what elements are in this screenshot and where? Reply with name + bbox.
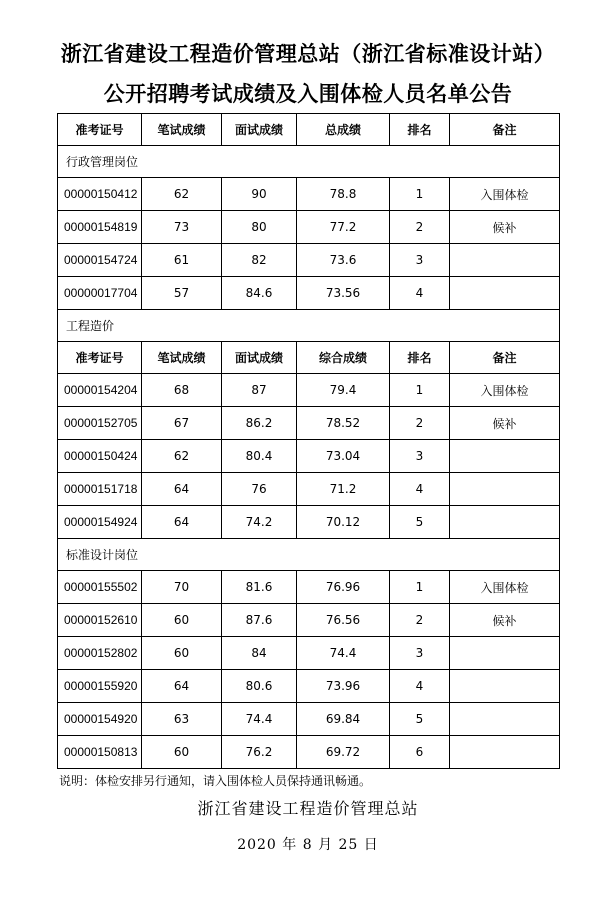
table-row <box>58 670 560 703</box>
candidate-id-cell: 00000151718 <box>58 473 142 506</box>
rank-cell: 1 <box>390 178 450 211</box>
remark-cell <box>450 637 560 670</box>
total-score-cell: 76.56 <box>297 604 390 637</box>
total-score-cell: 74.4 <box>297 637 390 670</box>
written-score-cell: 64 <box>142 473 222 506</box>
column-header-total-score: 总成绩 <box>297 114 390 146</box>
candidate-id-cell: 00000152610 <box>58 604 142 637</box>
interview-score-cell: 80 <box>222 211 297 244</box>
interview-score-cell: 74.2 <box>222 506 297 539</box>
rank-cell: 3 <box>390 244 450 277</box>
total-score-cell: 73.04 <box>297 440 390 473</box>
interview-score-cell: 81.6 <box>222 571 297 604</box>
remark-cell <box>450 736 560 769</box>
column-header-rank: 排名 <box>390 342 450 374</box>
total-score-cell: 69.72 <box>297 736 390 769</box>
column-header-interview-score: 面试成绩 <box>222 342 297 374</box>
section-row <box>58 539 560 571</box>
interview-score-cell: 80.4 <box>222 440 297 473</box>
candidate-id-cell: 00000154924 <box>58 506 142 539</box>
remark-cell <box>450 277 560 310</box>
rank-cell: 2 <box>390 211 450 244</box>
candidate-id-cell: 00000155920 <box>58 670 142 703</box>
page-subtitle: 公开招聘考试成绩及入围体检人员名单公告 <box>103 82 513 106</box>
remark-cell <box>450 473 560 506</box>
rank-cell: 2 <box>390 407 450 440</box>
column-header-candidate-id: 准考证号 <box>58 342 142 374</box>
rank-cell: 1 <box>390 374 450 407</box>
written-score-cell: 60 <box>142 637 222 670</box>
written-score-cell: 60 <box>142 736 222 769</box>
candidate-id-cell: 00000154920 <box>58 703 142 736</box>
total-score-cell: 73.6 <box>297 244 390 277</box>
total-score-cell: 76.96 <box>297 571 390 604</box>
interview-score-cell: 87.6 <box>222 604 297 637</box>
table-header-row <box>58 114 560 146</box>
table-row <box>58 440 560 473</box>
column-header-remark: 备注 <box>450 342 560 374</box>
total-score-cell: 69.84 <box>297 703 390 736</box>
written-score-cell: 73 <box>142 211 222 244</box>
remark-cell <box>450 670 560 703</box>
candidate-id-cell: 00000154204 <box>58 374 142 407</box>
table-row <box>58 506 560 539</box>
total-score-cell: 78.52 <box>297 407 390 440</box>
remark-cell <box>450 440 560 473</box>
section-row <box>58 310 560 342</box>
remark-cell <box>450 703 560 736</box>
written-score-cell: 68 <box>142 374 222 407</box>
candidate-id-cell: 00000152705 <box>58 407 142 440</box>
total-score-cell: 70.12 <box>297 506 390 539</box>
total-score-cell: 77.2 <box>297 211 390 244</box>
column-header-written-score: 笔试成绩 <box>142 114 222 146</box>
table-row <box>58 178 560 211</box>
candidate-id-cell: 00000150412 <box>58 178 142 211</box>
section-title: 工程造价 <box>58 310 560 342</box>
rank-cell: 4 <box>390 277 450 310</box>
interview-score-cell: 90 <box>222 178 297 211</box>
interview-score-cell: 86.2 <box>222 407 297 440</box>
rank-cell: 6 <box>390 736 450 769</box>
section-row <box>58 146 560 178</box>
organization-signature: 浙江省建设工程造价管理总站 <box>197 799 419 818</box>
remark-cell: 候补 <box>450 604 560 637</box>
table-row <box>58 703 560 736</box>
candidate-id-cell: 00000150813 <box>58 736 142 769</box>
remark-cell: 入围体检 <box>450 178 560 211</box>
section-title: 标准设计岗位 <box>58 539 560 571</box>
candidate-id-cell: 00000154819 <box>58 211 142 244</box>
remark-cell <box>450 244 560 277</box>
table-row <box>58 473 560 506</box>
table-row <box>58 244 560 277</box>
table-row <box>58 211 560 244</box>
rank-cell: 1 <box>390 571 450 604</box>
rank-cell: 3 <box>390 440 450 473</box>
candidate-id-cell: 00000017704 <box>58 277 142 310</box>
remark-cell: 入围体检 <box>450 571 560 604</box>
total-score-cell: 78.8 <box>297 178 390 211</box>
table-row <box>58 604 560 637</box>
interview-score-cell: 76.2 <box>222 736 297 769</box>
remark-cell: 候补 <box>450 211 560 244</box>
table-row <box>58 407 560 440</box>
written-score-cell: 62 <box>142 440 222 473</box>
written-score-cell: 60 <box>142 604 222 637</box>
interview-score-cell: 84.6 <box>222 277 297 310</box>
rank-cell: 2 <box>390 604 450 637</box>
written-score-cell: 62 <box>142 178 222 211</box>
table-row <box>58 637 560 670</box>
interview-score-cell: 84 <box>222 637 297 670</box>
total-score-cell: 73.96 <box>297 670 390 703</box>
written-score-cell: 57 <box>142 277 222 310</box>
interview-score-cell: 74.4 <box>222 703 297 736</box>
rank-cell: 3 <box>390 637 450 670</box>
rank-cell: 5 <box>390 506 450 539</box>
table-row <box>58 374 560 407</box>
candidate-id-cell: 00000154724 <box>58 244 142 277</box>
page-title: 浙江省建设工程造价管理总站（浙江省标准设计站） <box>60 42 556 66</box>
column-header-total-score: 综合成绩 <box>297 342 390 374</box>
rank-cell: 5 <box>390 703 450 736</box>
interview-score-cell: 82 <box>222 244 297 277</box>
candidate-id-cell: 00000150424 <box>58 440 142 473</box>
written-score-cell: 61 <box>142 244 222 277</box>
results-table <box>57 113 560 769</box>
table-header-row <box>58 342 560 374</box>
written-score-cell: 67 <box>142 407 222 440</box>
remark-cell: 候补 <box>450 407 560 440</box>
written-score-cell: 70 <box>142 571 222 604</box>
written-score-cell: 64 <box>142 670 222 703</box>
table-row <box>58 571 560 604</box>
written-score-cell: 63 <box>142 703 222 736</box>
total-score-cell: 79.4 <box>297 374 390 407</box>
table-row <box>58 736 560 769</box>
written-score-cell: 64 <box>142 506 222 539</box>
column-header-remark: 备注 <box>450 114 560 146</box>
column-header-interview-score: 面试成绩 <box>222 114 297 146</box>
column-header-candidate-id: 准考证号 <box>58 114 142 146</box>
interview-score-cell: 80.6 <box>222 670 297 703</box>
interview-score-cell: 87 <box>222 374 297 407</box>
column-header-rank: 排名 <box>390 114 450 146</box>
candidate-id-cell: 00000152802 <box>58 637 142 670</box>
rank-cell: 4 <box>390 670 450 703</box>
rank-cell: 4 <box>390 473 450 506</box>
section-title: 行政管理岗位 <box>58 146 560 178</box>
column-header-written-score: 笔试成绩 <box>142 342 222 374</box>
footnote: 说明：体检安排另行通知，请入围体检人员保持通讯畅通。 <box>59 774 372 788</box>
total-score-cell: 71.2 <box>297 473 390 506</box>
total-score-cell: 73.56 <box>297 277 390 310</box>
candidate-id-cell: 00000155502 <box>58 571 142 604</box>
table-row <box>58 277 560 310</box>
remark-cell: 入围体检 <box>450 374 560 407</box>
interview-score-cell: 76 <box>222 473 297 506</box>
remark-cell <box>450 506 560 539</box>
publish-date: 2020 年 8 月 25 日 <box>237 837 379 853</box>
